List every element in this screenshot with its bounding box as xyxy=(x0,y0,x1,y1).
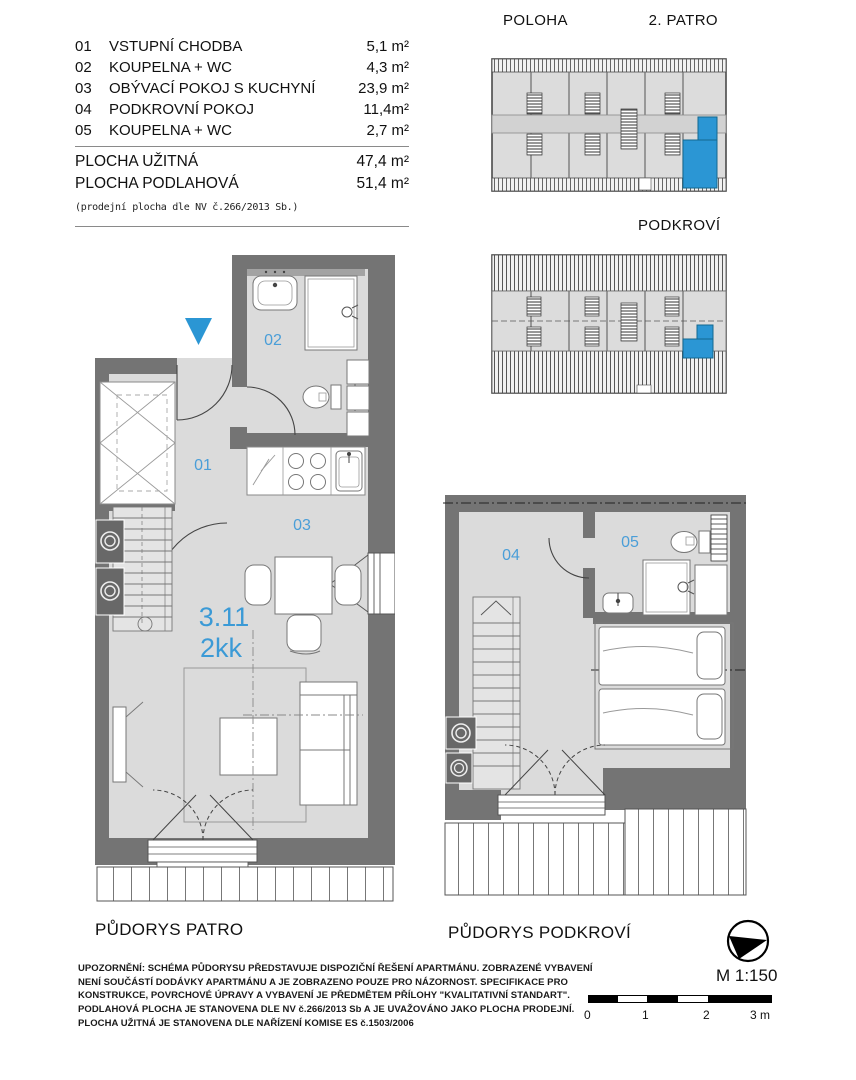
room-area: 23,9 m² xyxy=(358,80,409,97)
toilet xyxy=(303,385,341,409)
table-row xyxy=(75,57,409,78)
area-table xyxy=(75,36,409,227)
disclaimer-line: NENÍ SOUČÁSTÍ DODÁVKY APARTMÁNU A JE ZOBRAZENO POUZE PRO NÁZORNOST. SPECIFIKACE PRO xyxy=(78,976,568,988)
wall-niche-shelves xyxy=(347,360,369,436)
room-label-hall: 01 xyxy=(194,457,212,474)
room-number: 04 xyxy=(75,101,92,118)
total-area: 47,4 m² xyxy=(356,153,409,170)
room-name: KOUPELNA + WC xyxy=(109,122,232,139)
location-plan-floor xyxy=(489,49,729,201)
unit-number-label: 3.11 xyxy=(198,602,250,632)
table-divider xyxy=(75,146,409,147)
location-title: POLOHA xyxy=(503,12,568,29)
scale-label: M 1:150 xyxy=(716,966,778,985)
table-row xyxy=(75,36,409,57)
attic-shower xyxy=(643,560,694,615)
room-name: PODKROVNÍ POKOJ xyxy=(109,101,255,118)
attic-sink xyxy=(603,593,633,613)
roof-hatch-band xyxy=(492,255,726,291)
duct-shaft xyxy=(711,515,727,561)
room-number: 01 xyxy=(75,38,92,55)
unit-layout-label: 2kk xyxy=(199,633,243,663)
main-floor-plan xyxy=(95,255,395,905)
coffee-table xyxy=(220,718,277,775)
room-label-living: 03 xyxy=(293,517,311,534)
table-row xyxy=(75,120,409,141)
location-plan-attic xyxy=(489,247,729,399)
disclaimer-line: UPOZORNĚNÍ: SCHÉMA PŮDORYSU PŘEDSTAVUJE DISPOZIČNÍ ŘEŠENÍ APARTMÁNU. ZOBRAZENÉ VYBAVENÍ xyxy=(78,963,593,974)
disclaimer-line: PLOCHA UŽITNÁ JE STANOVENA DLE NAŘÍZENÍ KOMISE ES č.1503/2006 xyxy=(78,1017,414,1029)
corridor xyxy=(492,115,726,133)
wall-hatch-band xyxy=(492,59,726,72)
room-name: OBÝVACÍ POKOJ S KUCHYNÍ xyxy=(109,80,316,97)
scale-tick: 1 xyxy=(642,1008,649,1022)
entry-direction-icon xyxy=(185,318,212,345)
room-label-bath: 02 xyxy=(264,332,282,349)
total-row xyxy=(75,173,409,195)
location-floor-label: 2. PATRO xyxy=(648,12,718,29)
scale-tick: 0 xyxy=(584,1008,591,1022)
chimney-flues xyxy=(96,520,124,615)
attic-floor-plan xyxy=(443,493,748,903)
table-footnote: (prodejní plocha dle NV č.266/2013 Sb.) xyxy=(75,202,299,213)
total-label: PLOCHA PODLAHOVÁ xyxy=(75,174,239,192)
roof-deck xyxy=(625,809,746,895)
balcony xyxy=(97,867,393,901)
terrace xyxy=(445,823,625,895)
attic-staircase xyxy=(473,597,520,789)
scale-tick: 2 xyxy=(703,1008,710,1022)
total-label: PLOCHA UŽITNÁ xyxy=(75,153,199,170)
disclaimer xyxy=(78,962,593,1031)
wardrobe xyxy=(100,382,175,504)
kitchen-sink xyxy=(336,451,362,491)
room-label-attic-bath: 05 xyxy=(621,534,639,551)
room-area: 11,4m² xyxy=(363,101,409,118)
room-name: VSTUPNÍ CHODBA xyxy=(109,38,243,55)
attic-closet xyxy=(695,565,727,615)
room-name: KOUPELNA + WC xyxy=(109,59,232,76)
table-divider xyxy=(75,226,409,227)
room-area: 4,3 m² xyxy=(366,59,409,76)
attic-plan-title: PŮDORYS PODKROVÍ xyxy=(448,923,632,942)
total-area: 51,4 m² xyxy=(356,174,409,192)
floor-plan-title: PŮDORYS PATRO xyxy=(95,920,244,939)
scale-tick: 3 m xyxy=(750,1008,771,1022)
total-row xyxy=(75,151,409,173)
room-label-attic: 04 xyxy=(502,547,520,564)
room-area: 5,1 m² xyxy=(366,38,409,55)
disclaimer-line: PODLAHOVÁ PLOCHA JE STANOVENA DLE NV č.266/2013 Sb A JE UVAŽOVÁNO JAKO PLOCHA PRODEJNÍ. xyxy=(78,1004,575,1016)
sofa xyxy=(300,682,357,805)
shower xyxy=(305,276,358,350)
attic-toilet xyxy=(671,531,710,553)
room-number: 02 xyxy=(75,59,92,76)
table-row xyxy=(75,99,409,120)
location-attic-label: PODKROVÍ xyxy=(638,217,721,234)
disclaimer-line: KONSTRUKCE, POVRCHOVÉ ÚPRAVY A VYBAVENÍ JE PŘEDMĚTEM PŘÍLOHY "KVALITATIVNÍ STANDART". xyxy=(78,990,570,1002)
kitchen-counter xyxy=(247,447,365,495)
room-number: 05 xyxy=(75,122,92,139)
room-number: 03 xyxy=(75,80,92,97)
scale-bar xyxy=(588,995,772,1003)
room-area: 2,7 m² xyxy=(366,122,409,139)
table-row xyxy=(75,78,409,99)
north-arrow-icon xyxy=(724,917,772,965)
bathroom-sink xyxy=(253,271,297,310)
